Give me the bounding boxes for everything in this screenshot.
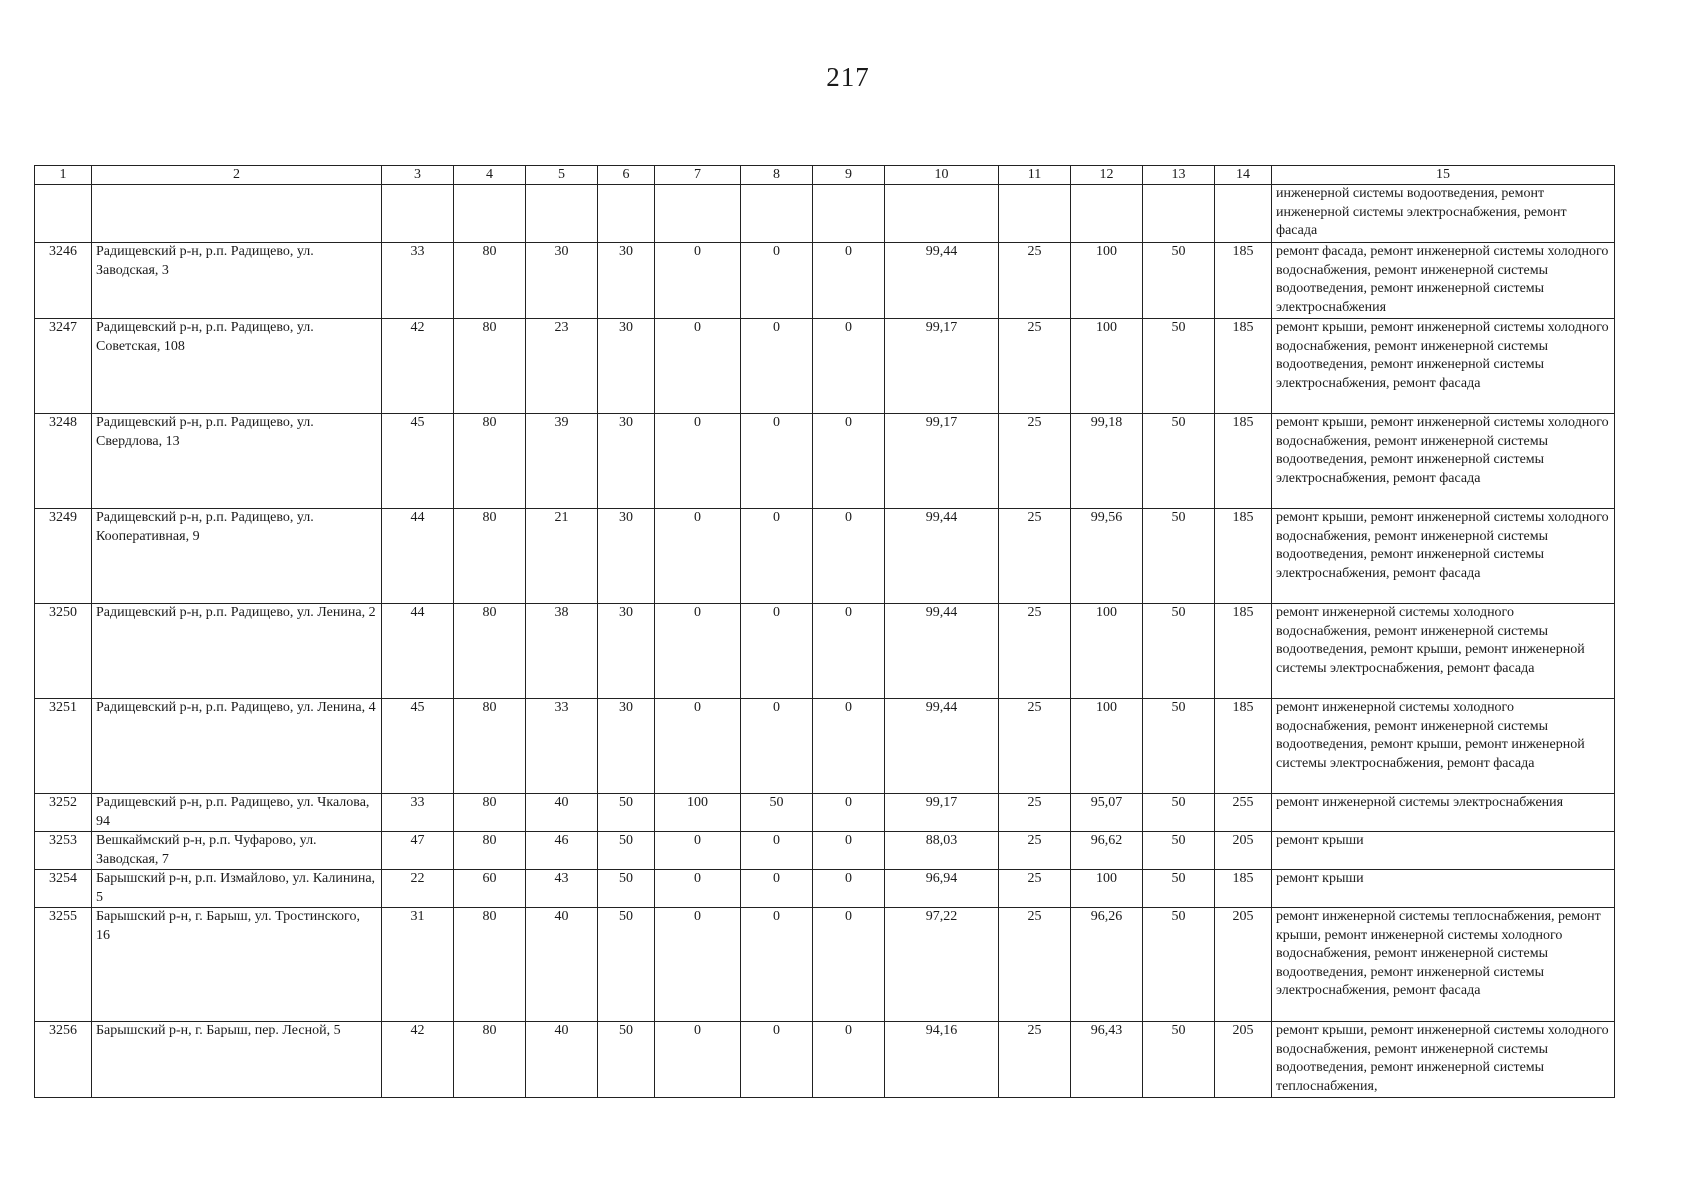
value-cell: 25	[999, 604, 1071, 699]
empty-cell	[526, 185, 598, 243]
value-cell: 25	[999, 414, 1071, 509]
row-number-cell: 3251	[35, 699, 92, 794]
value-cell: 80	[454, 908, 526, 1022]
value-cell: 39	[526, 414, 598, 509]
value-cell: 0	[741, 509, 813, 604]
value-cell: 42	[382, 1022, 454, 1098]
value-cell: 43	[526, 870, 598, 908]
table-row	[35, 509, 1615, 604]
value-cell: 96,62	[1071, 832, 1143, 870]
empty-cell	[1071, 185, 1143, 243]
address-cell: Радищевский р-н, р.п. Радищево, ул. Чкалова, 94	[92, 794, 382, 832]
value-cell: 30	[598, 414, 655, 509]
value-cell: 44	[382, 509, 454, 604]
empty-cell	[741, 185, 813, 243]
address-cell: Радищевский р-н, р.п. Радищево, ул. Ленина, 2	[92, 604, 382, 699]
value-cell: 95,07	[1071, 794, 1143, 832]
value-cell: 0	[813, 870, 885, 908]
row-number-cell: 3248	[35, 414, 92, 509]
address-cell: Барышский р-н, р.п. Измайлово, ул. Калинина, 5	[92, 870, 382, 908]
empty-cell	[1215, 185, 1272, 243]
value-cell: 21	[526, 509, 598, 604]
value-cell: 30	[598, 699, 655, 794]
value-cell: 0	[741, 604, 813, 699]
value-cell: 0	[813, 1022, 885, 1098]
value-cell: 94,16	[885, 1022, 999, 1098]
value-cell: 46	[526, 832, 598, 870]
value-cell: 23	[526, 319, 598, 414]
repair-works-cell: ремонт фасада, ремонт инженерной системы холодного водоснабжения, ремонт инженерной системы водоотведения, ремонт инженерной системы электроснабжения	[1272, 243, 1615, 319]
value-cell: 50	[1143, 1022, 1215, 1098]
address-cell: Вешкаймский р-н, р.п. Чуфарово, ул. Заводская, 7	[92, 832, 382, 870]
value-cell: 0	[741, 908, 813, 1022]
row-number-cell: 3256	[35, 1022, 92, 1098]
address-cell: Радищевский р-н, р.п. Радищево, ул. Заводская, 3	[92, 243, 382, 319]
address-cell: Радищевский р-н, р.п. Радищево, ул. Кооперативная, 9	[92, 509, 382, 604]
value-cell: 99,18	[1071, 414, 1143, 509]
column-header: 7	[655, 166, 741, 185]
value-cell: 0	[741, 1022, 813, 1098]
value-cell: 80	[454, 604, 526, 699]
value-cell: 185	[1215, 699, 1272, 794]
value-cell: 100	[1071, 604, 1143, 699]
row-number-cell: 3247	[35, 319, 92, 414]
value-cell: 50	[1143, 319, 1215, 414]
value-cell: 50	[1143, 699, 1215, 794]
value-cell: 40	[526, 794, 598, 832]
empty-cell	[598, 185, 655, 243]
empty-cell	[1143, 185, 1215, 243]
value-cell: 45	[382, 414, 454, 509]
column-header: 10	[885, 166, 999, 185]
value-cell: 0	[655, 870, 741, 908]
empty-cell	[454, 185, 526, 243]
page-number: 217	[826, 62, 870, 92]
repair-works-cell: ремонт инженерной системы холодного водоснабжения, ремонт инженерной системы водоотведения, ремонт крыши, ремонт инженерной системы электроснабжения, ремонт фасада	[1272, 604, 1615, 699]
empty-cell	[999, 185, 1071, 243]
value-cell: 99,17	[885, 319, 999, 414]
value-cell: 50	[1143, 414, 1215, 509]
address-cell: Барышский р-н, г. Барыш, пер. Лесной, 5	[92, 1022, 382, 1098]
repair-works-cell: ремонт крыши	[1272, 870, 1615, 908]
value-cell: 30	[598, 509, 655, 604]
value-cell: 205	[1215, 1022, 1272, 1098]
value-cell: 0	[813, 908, 885, 1022]
value-cell: 30	[526, 243, 598, 319]
value-cell: 31	[382, 908, 454, 1022]
value-cell: 99,44	[885, 604, 999, 699]
value-cell: 60	[454, 870, 526, 908]
table-row	[35, 604, 1615, 699]
column-header: 1	[35, 166, 92, 185]
value-cell: 50	[1143, 509, 1215, 604]
value-cell: 80	[454, 699, 526, 794]
value-cell: 0	[741, 243, 813, 319]
value-cell: 50	[598, 870, 655, 908]
value-cell: 0	[655, 319, 741, 414]
value-cell: 185	[1215, 319, 1272, 414]
value-cell: 50	[741, 794, 813, 832]
value-cell: 50	[598, 1022, 655, 1098]
carryover-row	[35, 185, 1615, 243]
value-cell: 185	[1215, 243, 1272, 319]
repair-works-cell: ремонт инженерной системы электроснабжения	[1272, 794, 1615, 832]
address-cell: Радищевский р-н, р.п. Радищево, ул. Свердлова, 13	[92, 414, 382, 509]
value-cell: 97,22	[885, 908, 999, 1022]
value-cell: 42	[382, 319, 454, 414]
repair-works-cell: ремонт крыши, ремонт инженерной системы холодного водоснабжения, ремонт инженерной системы водоотведения, ремонт инженерной системы электроснабжения, ремонт фасада	[1272, 319, 1615, 414]
table-row	[35, 870, 1615, 908]
column-header: 14	[1215, 166, 1272, 185]
value-cell: 25	[999, 509, 1071, 604]
value-cell: 50	[1143, 604, 1215, 699]
value-cell: 0	[741, 699, 813, 794]
value-cell: 96,43	[1071, 1022, 1143, 1098]
value-cell: 38	[526, 604, 598, 699]
table-row	[35, 832, 1615, 870]
value-cell: 33	[382, 243, 454, 319]
value-cell: 50	[1143, 870, 1215, 908]
value-cell: 33	[382, 794, 454, 832]
value-cell: 30	[598, 604, 655, 699]
value-cell: 100	[1071, 243, 1143, 319]
column-header: 12	[1071, 166, 1143, 185]
value-cell: 25	[999, 908, 1071, 1022]
value-cell: 25	[999, 243, 1071, 319]
value-cell: 0	[813, 414, 885, 509]
value-cell: 100	[1071, 699, 1143, 794]
table-row	[35, 1022, 1615, 1098]
value-cell: 80	[454, 509, 526, 604]
table-row	[35, 908, 1615, 1022]
value-cell: 205	[1215, 832, 1272, 870]
value-cell: 185	[1215, 414, 1272, 509]
value-cell: 33	[526, 699, 598, 794]
column-header: 3	[382, 166, 454, 185]
row-number-cell: 3252	[35, 794, 92, 832]
value-cell: 0	[655, 243, 741, 319]
value-cell: 0	[655, 832, 741, 870]
value-cell: 99,56	[1071, 509, 1143, 604]
value-cell: 25	[999, 699, 1071, 794]
value-cell: 0	[655, 699, 741, 794]
column-header: 15	[1272, 166, 1615, 185]
table-row	[35, 414, 1615, 509]
value-cell: 0	[655, 509, 741, 604]
row-number-cell: 3246	[35, 243, 92, 319]
repair-works-cell: ремонт крыши, ремонт инженерной системы холодного водоснабжения, ремонт инженерной системы водоотведения, ремонт инженерной системы электроснабжения, ремонт фасада	[1272, 414, 1615, 509]
repair-works-cell: ремонт крыши, ремонт инженерной системы холодного водоснабжения, ремонт инженерной системы водоотведения, ремонт инженерной системы теплоснабжения,	[1272, 1022, 1615, 1098]
repair-works-cell: ремонт крыши	[1272, 832, 1615, 870]
column-header: 4	[454, 166, 526, 185]
row-number-cell: 3250	[35, 604, 92, 699]
value-cell: 22	[382, 870, 454, 908]
value-cell: 0	[813, 832, 885, 870]
column-header: 2	[92, 166, 382, 185]
value-cell: 50	[598, 832, 655, 870]
value-cell: 0	[655, 604, 741, 699]
value-cell: 50	[598, 908, 655, 1022]
table-row	[35, 794, 1615, 832]
column-header: 9	[813, 166, 885, 185]
value-cell: 0	[813, 794, 885, 832]
value-cell: 205	[1215, 908, 1272, 1022]
row-number-cell: 3254	[35, 870, 92, 908]
value-cell: 25	[999, 319, 1071, 414]
value-cell: 100	[1071, 319, 1143, 414]
value-cell: 45	[382, 699, 454, 794]
value-cell: 47	[382, 832, 454, 870]
column-number-header-row	[35, 166, 1615, 185]
value-cell: 0	[655, 414, 741, 509]
table-row	[35, 319, 1615, 414]
repair-works-cell: инженерной системы водоотведения, ремонт инженерной системы электроснабжения, ремонт фасада	[1272, 185, 1615, 243]
value-cell: 0	[741, 319, 813, 414]
table-row	[35, 699, 1615, 794]
value-cell: 50	[1143, 832, 1215, 870]
value-cell: 100	[655, 794, 741, 832]
value-cell: 50	[1143, 794, 1215, 832]
address-cell: Радищевский р-н, р.п. Радищево, ул. Ленина, 4	[92, 699, 382, 794]
value-cell: 80	[454, 243, 526, 319]
column-header: 13	[1143, 166, 1215, 185]
value-cell: 99,44	[885, 243, 999, 319]
value-cell: 0	[741, 832, 813, 870]
value-cell: 0	[813, 699, 885, 794]
value-cell: 25	[999, 1022, 1071, 1098]
value-cell: 44	[382, 604, 454, 699]
value-cell: 80	[454, 414, 526, 509]
value-cell: 0	[655, 1022, 741, 1098]
row-number-cell: 3253	[35, 832, 92, 870]
empty-cell	[655, 185, 741, 243]
value-cell: 99,44	[885, 699, 999, 794]
value-cell: 255	[1215, 794, 1272, 832]
value-cell: 88,03	[885, 832, 999, 870]
value-cell: 100	[1071, 870, 1143, 908]
value-cell: 50	[1143, 908, 1215, 1022]
value-cell: 0	[813, 509, 885, 604]
value-cell: 40	[526, 1022, 598, 1098]
value-cell: 80	[454, 1022, 526, 1098]
value-cell: 0	[655, 908, 741, 1022]
empty-cell	[813, 185, 885, 243]
value-cell: 99,17	[885, 414, 999, 509]
row-number-cell: 3255	[35, 908, 92, 1022]
value-cell: 50	[598, 794, 655, 832]
empty-cell	[92, 185, 382, 243]
value-cell: 25	[999, 870, 1071, 908]
empty-cell	[885, 185, 999, 243]
value-cell: 25	[999, 832, 1071, 870]
value-cell: 185	[1215, 870, 1272, 908]
address-cell: Барышский р-н, г. Барыш, ул. Тростинского, 16	[92, 908, 382, 1022]
value-cell: 185	[1215, 604, 1272, 699]
value-cell: 25	[999, 794, 1071, 832]
value-cell: 96,94	[885, 870, 999, 908]
column-header: 8	[741, 166, 813, 185]
table-row	[35, 243, 1615, 319]
value-cell: 99,44	[885, 509, 999, 604]
value-cell: 0	[741, 870, 813, 908]
value-cell: 50	[1143, 243, 1215, 319]
repair-works-cell: ремонт инженерной системы теплоснабжения, ремонт крыши, ремонт инженерной системы холодного водоснабжения, ремонт инженерной системы водоотведения, ремонт инженерной системы электроснабжения, ремонт фасада	[1272, 908, 1615, 1022]
value-cell: 80	[454, 794, 526, 832]
row-number-cell: 3249	[35, 509, 92, 604]
value-cell: 0	[741, 414, 813, 509]
column-header: 6	[598, 166, 655, 185]
repair-works-cell: ремонт инженерной системы холодного водоснабжения, ремонт инженерной системы водоотведения, ремонт крыши, ремонт инженерной системы электроснабжения, ремонт фасада	[1272, 699, 1615, 794]
repair-works-cell: ремонт крыши, ремонт инженерной системы холодного водоснабжения, ремонт инженерной системы водоотведения, ремонт инженерной системы электроснабжения, ремонт фасада	[1272, 509, 1615, 604]
value-cell: 0	[813, 319, 885, 414]
empty-cell	[382, 185, 454, 243]
value-cell: 80	[454, 832, 526, 870]
column-header: 11	[999, 166, 1071, 185]
column-header: 5	[526, 166, 598, 185]
value-cell: 0	[813, 604, 885, 699]
value-cell: 96,26	[1071, 908, 1143, 1022]
value-cell: 185	[1215, 509, 1272, 604]
value-cell: 80	[454, 319, 526, 414]
value-cell: 30	[598, 319, 655, 414]
address-cell: Радищевский р-н, р.п. Радищево, ул. Советская, 108	[92, 319, 382, 414]
housing-repair-register-table	[34, 165, 1615, 1098]
value-cell: 40	[526, 908, 598, 1022]
value-cell: 99,17	[885, 794, 999, 832]
empty-cell	[35, 185, 92, 243]
value-cell: 30	[598, 243, 655, 319]
value-cell: 0	[813, 243, 885, 319]
